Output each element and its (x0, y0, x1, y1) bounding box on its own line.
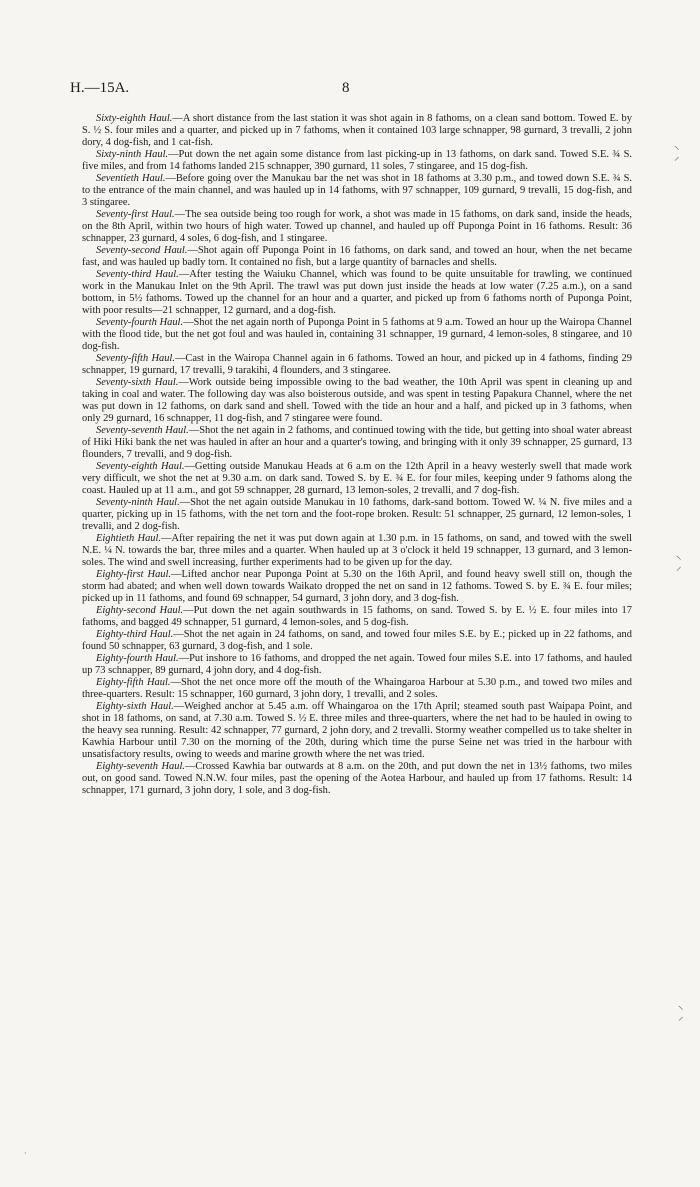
haul-text: —Shot again off Puponga Point in 16 fathoms, on dark sand, and towed an hour, when the net became fast, and was hauled up badly torn. It contained no fish, but a large quantity of barnacles and shells. (82, 245, 632, 268)
haul-paragraph (82, 677, 632, 701)
haul-heading: Seventy-eighth Haul. (96, 461, 185, 472)
haul-paragraph (82, 653, 632, 677)
haul-heading: Seventy-sixth Haul. (96, 377, 179, 388)
haul-text: —Shot the net again outside Manukau in 10 fathoms, dark-sand bottom. Towed W. ¼ N. five miles and a quarter, picking up in 15 fathoms, with the net torn and the foot-rope broken. Result: 51 schnapper, 25 gurnard, 12 lemon-soles, 1 trevalli, and 2 dog-fish. (82, 497, 632, 532)
haul-text: —After repairing the net it was put down again at 1.30 p.m. in 15 fathoms, on sand, and towed with the swell N.E. ¼ N. towards the bar, three miles and a quarter. When hauled up at 3 o'clock it held 19 schnapper, 13 gurnard, and 3 lemon-soles. The wind and swell increasing, further experiments had to be given up for the day. (82, 533, 632, 568)
haul-paragraph (82, 173, 632, 209)
haul-heading: Eighty-fourth Haul. (96, 653, 179, 664)
haul-text: —Lifted anchor near Puponga Point at 5.30 on the 16th April, and found heavy swell still on, though the storm had abated; and when well down towards Waikato dropped the net on sand in 12 fathoms. Towed S. by E. ¾ E. four miles; picked up in 11 fathoms, and found 69 schnapper, 54 gurnard, 3 john dory, and 3 dog-fish. (82, 569, 632, 604)
haul-paragraph (82, 701, 632, 761)
haul-heading: Sixty-ninth Haul. (96, 149, 169, 160)
haul-paragraph (82, 605, 632, 629)
haul-text: —Before going over the Manukau bar the net was shot in 18 fathoms at 3.30 p.m., and towed down S.E. ¾ S. to the entrance of the main channel, and was hauled up in 14 fathoms, with 97 schnapper, 109 gurnard, 9 trevalli, 15 dog-fish, and 3 stingaree. (82, 173, 632, 208)
haul-paragraph (82, 533, 632, 569)
haul-text: —Put down the net again southwards in 15 fathoms, on sand. Towed S. by E. ½ E. four miles into 17 fathoms, and bagged 49 schnapper, 51 gurnard, 4 lemon-soles, and 5 dog-fish. (82, 605, 632, 628)
haul-text: —Crossed Kawhia bar outwards at 8 a.m. on the 20th, and put down the net in 13½ fathoms, two miles out, on good sand. Towed N.N.W. four miles, past the opening of the Aotea Harbour, and hauled up from 17 fathoms. Result: 14 schnapper, 171 gurnard, 3 john dory, 1 sole, and 3 dog-fish. (82, 761, 632, 796)
haul-paragraph (82, 461, 632, 497)
haul-paragraph (82, 497, 632, 533)
margin-mark: · (24, 1149, 27, 1158)
haul-text: —Shot the net again in 24 fathoms, on sand, and towed four miles S.E. by E.; picked up in 22 fathoms, and found 50 schnapper, 63 gurnard, 3 dog-fish, and 1 sole. (82, 629, 632, 652)
haul-text: —Weighed anchor at 5.45 a.m. off Whaingaroa on the 17th April; steamed south past Waipapa Point, and shot in 18 fathoms, on sand, at 7.30 a.m. Towed S. ½ E. three miles and three-quarters, where the net had to be hauled in owing to the heavy sea running. Result: 42 schnapper, 77 gurnard, 2 john dory, and 2 trevalli. Stormy weather compelled us to take shelter in Kawhia Harbour until 7.30 on the morning of the 20th, during which time the purse Seine net was tried in the harbour with unsatisfactory results, owing to weeds and marine growth where the net was tried. (82, 701, 632, 760)
page-header (70, 80, 630, 100)
haul-paragraph (82, 377, 632, 425)
haul-paragraph (82, 353, 632, 377)
haul-heading: Eighty-fifth Haul. (96, 677, 171, 688)
haul-text: —Shot the net once more off the mouth of the Whaingaroa Harbour at 5.30 p.m., and towed two miles and three-quarters. Result: 15 schnapper, 160 gurnard, 3 john dory, 1 trevalli, and 2 soles. (82, 677, 632, 700)
margin-mark: ⸜ ⸝ (678, 999, 684, 1023)
haul-heading: Eighty-seventh Haul. (96, 761, 185, 772)
haul-heading: Eighty-second Haul. (96, 605, 184, 616)
haul-paragraph (82, 761, 632, 797)
haul-heading: Eightieth Haul. (96, 533, 162, 544)
haul-text: —Shot the net again in 2 fathoms, and continued towing with the tide, but getting into shoal water abreast of Hiki Hiki bank the net was hauled in after an hour and a quarter's towing, and bringing with it only 39 schnapper, 25 gurnard, 13 flounders, 7 trevalli, and 9 dog-fish. (82, 425, 632, 460)
document-body (82, 113, 632, 797)
haul-heading: Seventy-fourth Haul. (96, 317, 184, 328)
haul-paragraph (82, 317, 632, 353)
haul-heading: Eighty-sixth Haul. (96, 701, 174, 712)
haul-paragraph (82, 113, 632, 149)
haul-text: —After testing the Waiuku Channel, which was found to be quite unsuitable for trawling, we continued work in the Manukau Inlet on the 9th April. The trawl was put down just inside the heads at low water (7.25 a.m.), on a sand bottom, in 5½ fathoms. Towed up the channel for an hour and a quarter, and picked up from 6 fathoms north of Puponga Point, with poor results—21 schnapper, 12 gurnard, and a dog-fish. (82, 269, 632, 316)
haul-heading: Seventy-fifth Haul. (96, 353, 175, 364)
margin-mark: ⸜ ⸝ (674, 139, 680, 163)
margin-mark: ⸜ ⸝ (676, 549, 682, 573)
haul-paragraph (82, 209, 632, 245)
haul-text: —A short distance from the last station it was shot again in 8 fathoms, on a clean sand bottom. Towed E. by S. ½ S. four miles and a quarter, and picked up in 7 fathoms, when it contained 103 large schnapper, 98 gurnard, 3 trevalli, 2 john dory, 4 dog-fish, and 1 cat-fish. (82, 113, 632, 148)
haul-paragraph (82, 629, 632, 653)
haul-heading: Seventy-first Haul. (96, 209, 175, 220)
haul-text: —Put down the net again some distance from last picking-up in 13 fathoms, on dark sand. Towed S.E. ¾ S. five miles, and from 14 fathoms landed 215 schnapper, 390 gurnard, 11 soles, 7 stingaree, and 15 dog-fish. (82, 149, 632, 172)
haul-text: —The sea outside being too rough for work, a shot was made in 15 fathoms, on dark sand, inside the heads, on the 8th April, within two hours of high water. Towed up channel, and hauled up off Puponga Point in 16 fathoms. Result: 36 schnapper, 23 gurnard, 4 soles, 6 dog-fish, and 1 stingaree. (82, 209, 632, 244)
haul-text: —Shot the net again north of Puponga Point in 5 fathoms at 9 a.m. Towed an hour up the Wairopa Channel with the flood tide, but the net got foul and was hauled in, containing 31 schnapper, 19 gurnard, 4 lemon-soles, 8 stingaree, and 10 dog-fish. (82, 317, 632, 352)
page-number: 8 (342, 80, 350, 96)
haul-heading: Eighty-third Haul. (96, 629, 174, 640)
report-reference: H.—15A. (70, 80, 130, 96)
haul-heading: Seventy-ninth Haul. (96, 497, 180, 508)
haul-heading: Seventy-seventh Haul. (96, 425, 189, 436)
haul-text: —Getting outside Manukau Heads at 6 a.m on the 12th April in a heavy westerly swell that made work very difficult, we shot the net at 9.30 a.m. on dark sand. Towed S. by E. ¾ E. for four miles, keeping under 9 fathoms along the coast. Hauled up at 11 a.m., and got 59 schnapper, 28 gurnard, 13 lemon-soles, 2 trevalli, and 7 dog-fish. (82, 461, 633, 496)
haul-text: —Work outside being impossible owing to the bad weather, the 10th April was spent in cleaning up and taking in coal and water. The following day was also boisterous outside, and was spent in testing Papakura Channel, where the net was put down in 12 fathoms, on dark sand and shell. Towed with the tide an hour and a half, and picked up in 3 fathoms, when only 29 gurnard, 16 schnapper, 11 dog-fish, and 7 stingaree were found. (82, 377, 632, 424)
haul-paragraph (82, 269, 632, 317)
haul-paragraph (82, 569, 632, 605)
haul-text: —Cast in the Wairopa Channel again in 6 fathoms. Towed an hour, and picked up in 4 fathoms, finding 29 schnapper, 19 gurnard, 17 trevalli, 9 tarakihi, 4 flounders, and 3 stingaree. (82, 353, 632, 376)
haul-heading: Eighty-first Haul. (96, 569, 172, 580)
haul-paragraph (82, 149, 632, 173)
haul-heading: Seventy-second Haul. (96, 245, 188, 256)
haul-heading: Sixty-eighth Haul. (96, 113, 173, 124)
haul-heading: Seventieth Haul. (96, 173, 166, 184)
haul-heading: Seventy-third Haul. (96, 269, 179, 280)
haul-text: —Put inshore to 16 fathoms, and dropped the net again. Towed four miles S.E. into 17 fathoms, and hauled up 73 schnapper, 89 gurnard, 4 john dory, and 4 dog-fish. (82, 653, 632, 676)
haul-paragraph (82, 245, 632, 269)
haul-paragraph (82, 425, 632, 461)
